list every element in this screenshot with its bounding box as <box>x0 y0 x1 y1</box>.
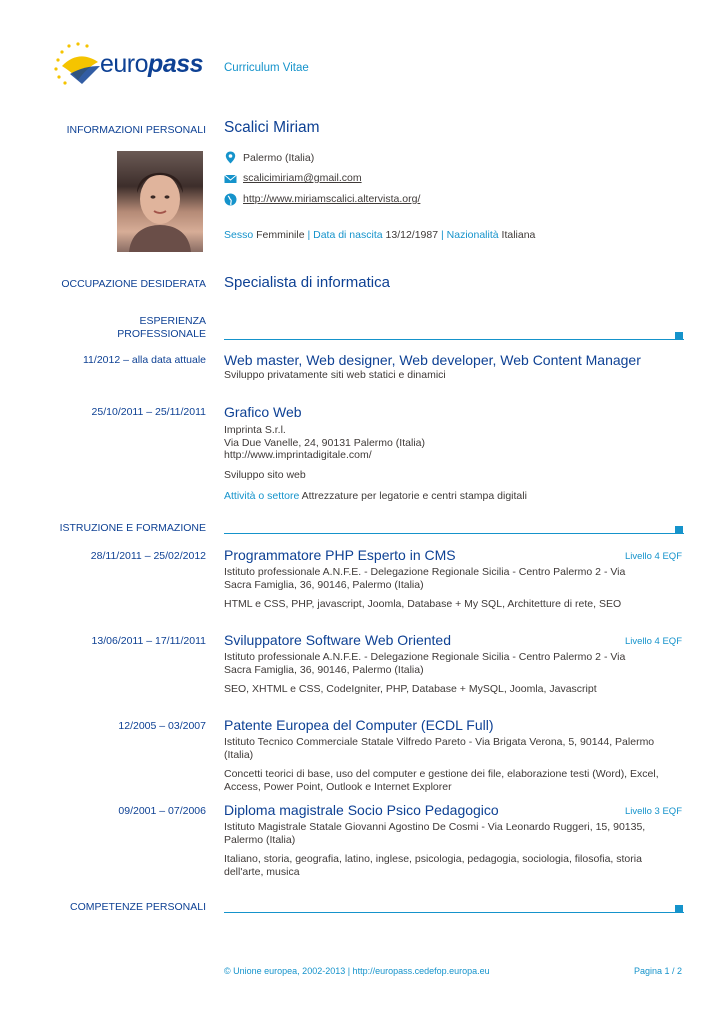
exp-2-address: Via Due Vanelle, 24, 90131 Palermo (Italia) <box>224 436 425 449</box>
footer-page-number: Pagina 1 / 2 <box>633 966 682 976</box>
exp-2-desc: Sviluppo sito web <box>224 468 306 481</box>
birth-label: Data di nascita <box>313 229 383 241</box>
profile-photo <box>117 151 203 252</box>
separator: | <box>307 229 311 241</box>
exp-2-url: http://www.imprintadigitale.com/ <box>224 449 372 461</box>
edu-2-desc: SEO, XHTML e CSS, CodeIgniter, PHP, Database + MySQL, Joomla, Javascript <box>224 683 597 695</box>
person-name: Scalici Miriam <box>224 119 320 136</box>
edu-1-title: Programmatore PHP Esperto in CMS <box>224 547 456 563</box>
personal-details-line <box>224 229 535 241</box>
location-pin-icon <box>224 151 237 164</box>
edu-3-desc: Concetti teorici di base, uso del computer e gestione dei file, elaborazione testi (Word), Excel, Access, Power Point, Outlook e Internet Explorer <box>224 768 659 793</box>
education-divider-square <box>675 526 683 534</box>
email-link[interactable]: scalicimiriam@gmail.com <box>243 172 362 184</box>
edu-2-entry <box>224 632 684 696</box>
logo-text-euro: euro <box>100 50 149 78</box>
experience-divider <box>224 339 684 340</box>
edu-1-org: Istituto professionale A.N.F.E. - Delegazione Regionale Sicilia - Centro Palermo 2 - Via Sacra Famiglia, 36, 90146, Palermo (Italia) <box>224 566 626 591</box>
sector-value: Attrezzature per legatorie e centri stampa digitali <box>301 490 527 502</box>
website-globe-icon <box>224 193 237 206</box>
education-section-label: ISTRUZIONE E FORMAZIONE <box>59 522 206 534</box>
edu-4-entry <box>224 802 684 878</box>
footer-copyright: © Unione europea, 2002-2013 | http://europass.cedefop.europa.eu <box>224 966 490 976</box>
logo-text-pass: pass <box>148 50 204 78</box>
edu-3-title: Patente Europea del Computer (ECDL Full) <box>224 717 494 733</box>
edu-4-org: Istituto Magistrale Statale Giovanni Agostino De Cosmi - Via Leonardo Ruggeri, 15, 90135, Palermo (Italia) <box>224 821 646 846</box>
sex-label: Sesso <box>224 229 254 241</box>
experience-divider-square <box>675 332 683 340</box>
education-divider <box>224 533 684 534</box>
email-icon <box>224 172 237 185</box>
exp-2-employer: Imprinta S.r.l. <box>224 424 286 436</box>
website-link[interactable]: http://www.miriamscalici.altervista.org/ <box>243 193 421 205</box>
edu-1-entry <box>224 547 684 611</box>
exp-1-entry <box>224 352 684 382</box>
edu-2-eqf: Livello 4 EQF <box>624 636 682 647</box>
exp-2-entry <box>224 404 684 503</box>
edu-4-title: Diploma magistrale Socio Psico Pedagogico <box>224 802 499 818</box>
exp-2-title: Grafico Web <box>224 404 302 420</box>
experience-label-line2: PROFESSIONALE <box>117 328 206 340</box>
edu-1-date: 28/11/2011 – 25/02/2012 <box>90 550 206 562</box>
sex-value: Femminile <box>256 229 305 241</box>
separator: | <box>441 229 444 241</box>
edu-4-desc: Italiano, storia, geografia, latino, inglese, psicologia, pedagogia, sociologia, filosofia, storia dell'arte, musica <box>224 853 642 878</box>
birth-value: 13/12/1987 <box>385 229 439 241</box>
experience-section-label <box>0 315 206 341</box>
edu-1-desc: HTML e CSS, PHP, javascript, Joomla, Database + My SQL, Architetture di rete, SEO <box>224 598 622 610</box>
edu-4-date: 09/2001 – 07/2006 <box>118 805 206 817</box>
edu-3-date: 12/2005 – 03/2007 <box>118 720 206 732</box>
edu-2-date: 13/06/2011 – 17/11/2011 <box>91 635 206 647</box>
skills-section-label: COMPETENZE PERSONALI <box>70 901 206 913</box>
edu-3-org: Istituto Tecnico Commerciale Statale Vilfredo Pareto - Via Brigata Verona, 5, 90144, Palermo (Italia) <box>224 736 655 761</box>
nationality-label: Nazionalità <box>446 229 499 241</box>
exp-1-title: Web master, Web designer, Web developer, Web Content Manager <box>224 352 641 368</box>
desired-occupation-label: OCCUPAZIONE DESIDERATA <box>61 278 206 290</box>
edu-2-org: Istituto professionale A.N.F.E. - Delegazione Regionale Sicilia - Centro Palermo 2 - Via Sacra Famiglia, 36, 90146, Palermo (Italia) <box>224 651 626 676</box>
sector-label: Attività o settore <box>224 490 300 502</box>
nationality-value: Italiana <box>501 229 536 241</box>
exp-2-sector <box>224 490 684 503</box>
desired-occupation-value: Specialista di informatica <box>224 274 390 291</box>
edu-4-eqf: Livello 3 EQF <box>624 806 682 817</box>
edu-2-title: Sviluppatore Software Web Oriented <box>224 632 451 648</box>
exp-1-date: 11/2012 – alla data attuale <box>83 354 206 366</box>
skills-divider-square <box>675 905 683 913</box>
experience-label-line1: ESPERIENZA <box>139 315 206 327</box>
europass-logo <box>48 40 213 90</box>
skills-divider <box>224 912 684 913</box>
location-text: Palermo (Italia) <box>243 152 315 164</box>
edu-3-entry <box>224 717 684 793</box>
personal-section-label: INFORMAZIONI PERSONALI <box>66 124 206 136</box>
exp-1-desc: Sviluppo privatamente siti web statici e dinamici <box>224 369 446 381</box>
doc-title: Curriculum Vitae <box>224 62 309 74</box>
edu-1-eqf: Livello 4 EQF <box>624 551 682 562</box>
exp-2-date: 25/10/2011 – 25/11/2011 <box>91 406 206 418</box>
